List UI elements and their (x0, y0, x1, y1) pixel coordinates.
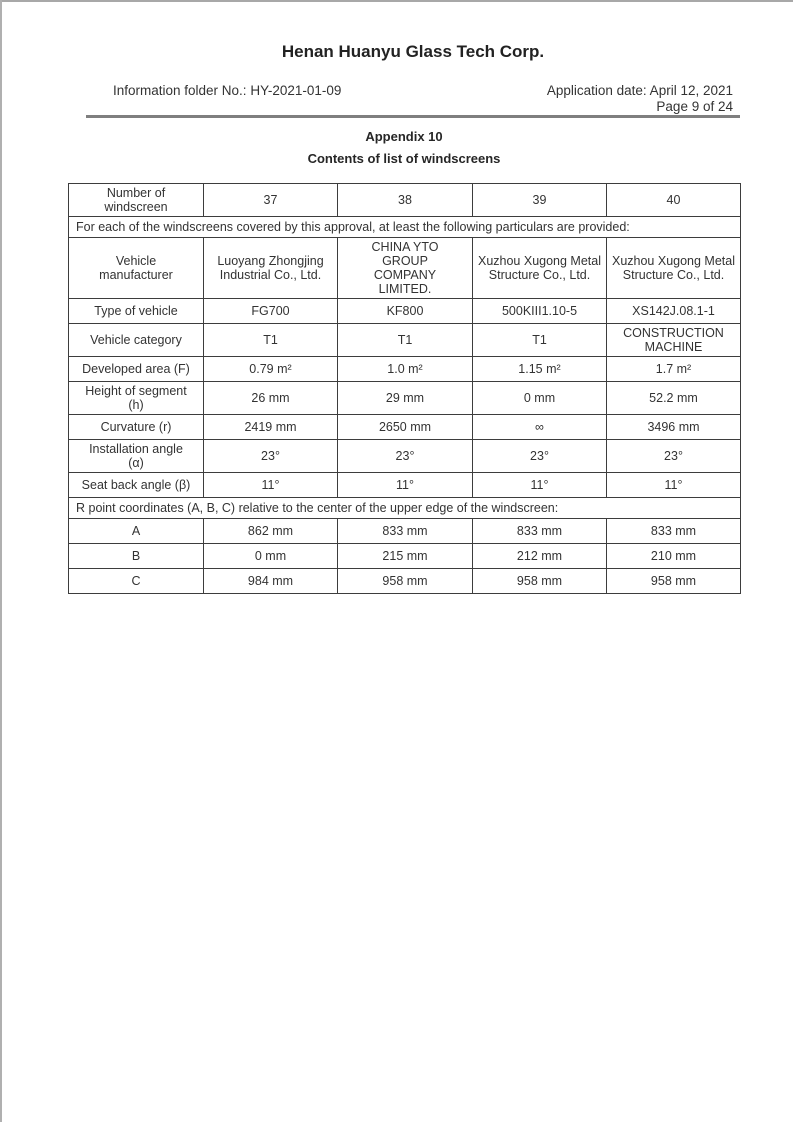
row-label: Curvature (r) (69, 415, 204, 440)
cell-value: 984 mm (204, 569, 338, 594)
cell-value: Xuzhou Xugong Metal Structure Co., Ltd. (473, 238, 607, 299)
cell-value: 0 mm (204, 544, 338, 569)
table-row-curvature (69, 415, 741, 440)
cell-value: KF800 (338, 299, 473, 324)
table-row-number-of-windscreen (69, 184, 741, 217)
table-row-installation-angle (69, 440, 741, 473)
r-point-note-text: R point coordinates (A, B, C) relative to the center of the upper edge of the windscreen: (69, 498, 741, 519)
row-label: Type of vehicle (69, 299, 204, 324)
cell-value: 2650 mm (338, 415, 473, 440)
cell-value: 23° (473, 440, 607, 473)
row-label: Number of windscreen (69, 184, 204, 217)
cell-value: 212 mm (473, 544, 607, 569)
cell-value: 1.15 m² (473, 357, 607, 382)
row-label: Seat back angle (β) (69, 473, 204, 498)
cell-windscreen-number: 37 (204, 184, 338, 217)
cell-value: 958 mm (338, 569, 473, 594)
cell-value: 11° (204, 473, 338, 498)
page-left-edge (0, 0, 2, 1122)
table-row-vehicle-manufacturer (69, 238, 741, 299)
cell-value: 29 mm (338, 382, 473, 415)
page-number: Page 9 of 24 (656, 99, 733, 114)
table-note-row (69, 217, 741, 238)
cell-value: 23° (338, 440, 473, 473)
appendix-title: Appendix 10 (365, 129, 443, 144)
cell-windscreen-number: 40 (607, 184, 741, 217)
cell-value: 210 mm (607, 544, 741, 569)
cell-value: CONSTRUCTION MACHINE (607, 324, 741, 357)
cell-windscreen-number: 38 (338, 184, 473, 217)
cell-value: ∞ (473, 415, 607, 440)
windscreen-table (68, 183, 741, 594)
cell-value: Luoyang Zhongjing Industrial Co., Ltd. (204, 238, 338, 299)
table-row-coordinate-b (69, 544, 741, 569)
table-note-row-r-point (69, 498, 741, 519)
row-label: Vehicle manufacturer (69, 238, 204, 299)
cell-value: 215 mm (338, 544, 473, 569)
info-folder-number: Information folder No.: HY-2021-01-09 (113, 83, 342, 98)
row-label: Installation angle (α) (69, 440, 204, 473)
cell-value: 0 mm (473, 382, 607, 415)
cell-value: 833 mm (607, 519, 741, 544)
cell-value: 958 mm (473, 569, 607, 594)
cell-value: T1 (473, 324, 607, 357)
row-label: Height of segment (h) (69, 382, 204, 415)
page-title: Henan Huanyu Glass Tech Corp. (281, 42, 545, 61)
cell-value: 0.79 m² (204, 357, 338, 382)
cell-value: 11° (473, 473, 607, 498)
cell-value: 1.0 m² (338, 357, 473, 382)
cell-value: 23° (607, 440, 741, 473)
cell-value: 11° (338, 473, 473, 498)
cell-value: 1.7 m² (607, 357, 741, 382)
table-row-height-of-segment (69, 382, 741, 415)
page-top-edge (0, 0, 793, 2)
table-row-vehicle-category (69, 324, 741, 357)
cell-value: 833 mm (473, 519, 607, 544)
document-subtitle: Contents of list of windscreens (307, 151, 501, 166)
cell-windscreen-number: 39 (473, 184, 607, 217)
cell-value: 862 mm (204, 519, 338, 544)
row-label: C (69, 569, 204, 594)
cell-value: CHINA YTO GROUP COMPANY LIMITED. (338, 238, 473, 299)
cell-value: T1 (204, 324, 338, 357)
cell-value: 958 mm (607, 569, 741, 594)
cell-value: Xuzhou Xugong Metal Structure Co., Ltd. (607, 238, 741, 299)
row-label: B (69, 544, 204, 569)
row-label: Developed area (F) (69, 357, 204, 382)
cell-value: T1 (338, 324, 473, 357)
cell-value: 23° (204, 440, 338, 473)
note-text: For each of the windscreens covered by this approval, at least the following particulars are provided: (69, 217, 741, 238)
cell-value: XS142J.08.1-1 (607, 299, 741, 324)
table-row-developed-area (69, 357, 741, 382)
row-label: Vehicle category (69, 324, 204, 357)
cell-value: 26 mm (204, 382, 338, 415)
cell-value: FG700 (204, 299, 338, 324)
application-date: Application date: April 12, 2021 (546, 83, 733, 98)
cell-value: 833 mm (338, 519, 473, 544)
table-row-type-of-vehicle (69, 299, 741, 324)
cell-value: 11° (607, 473, 741, 498)
cell-value: 3496 mm (607, 415, 741, 440)
cell-value: 52.2 mm (607, 382, 741, 415)
table-row-coordinate-a (69, 519, 741, 544)
cell-value: 500KIII1.10-5 (473, 299, 607, 324)
header-divider-rule (86, 115, 740, 118)
table-row-seat-back-angle (69, 473, 741, 498)
row-label: A (69, 519, 204, 544)
table-row-coordinate-c (69, 569, 741, 594)
cell-value: 2419 mm (204, 415, 338, 440)
